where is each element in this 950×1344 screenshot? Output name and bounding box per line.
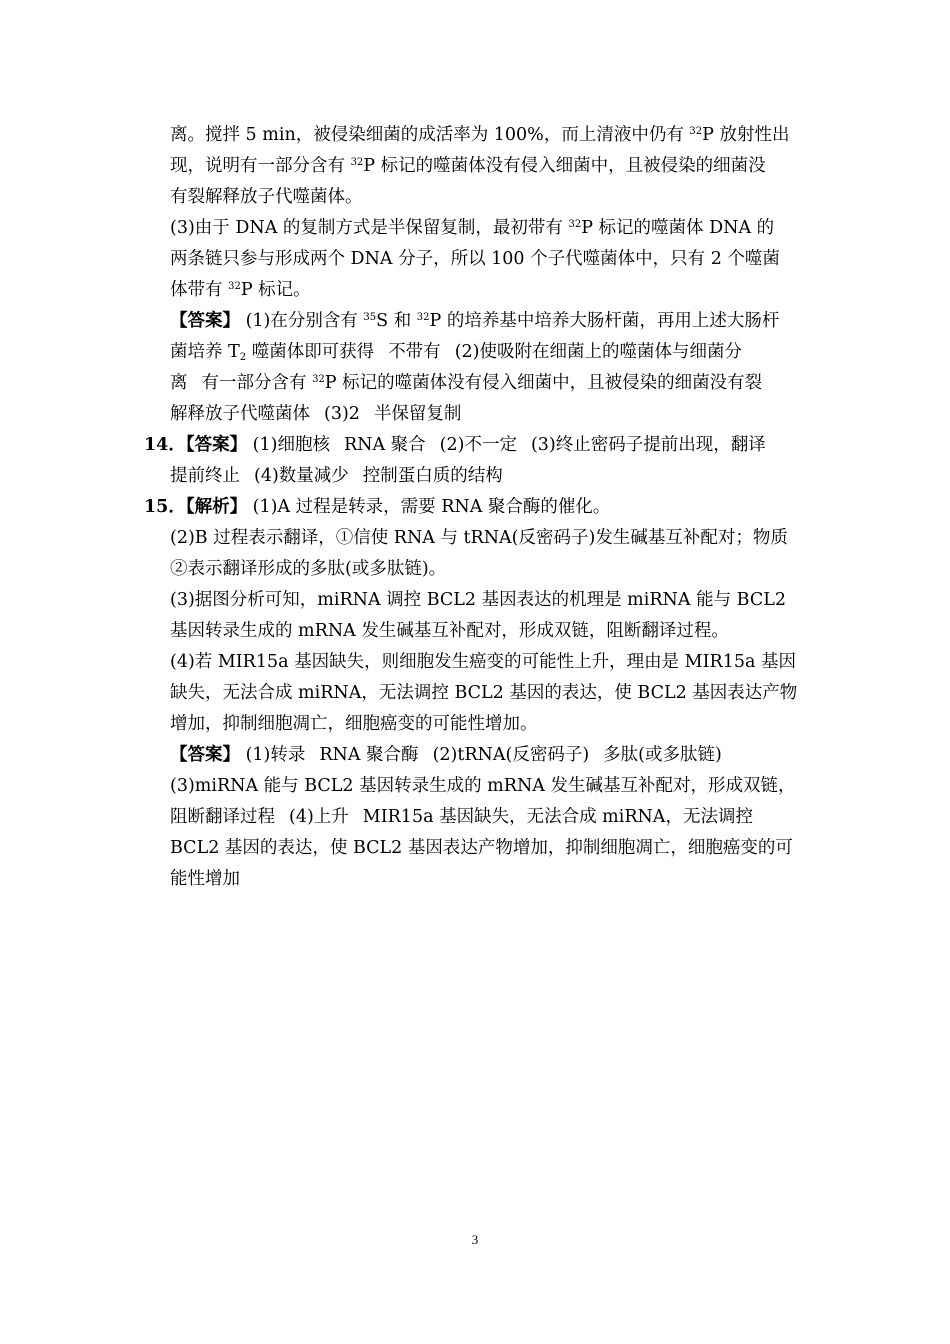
text-segment: 控制蛋白质的结构 — [362, 466, 503, 486]
text-segment: 离。搅拌 5 min，被侵染细菌的成活率为 100%，而上清液中仍有 — [170, 125, 690, 145]
page-number: 3 — [471, 1232, 479, 1247]
text-line — [170, 864, 810, 895]
text-line — [170, 399, 810, 430]
text-segment: 离 — [170, 373, 188, 393]
text-line — [170, 151, 810, 182]
text-segment: (3)据图分析可知，miRNA 调控 BCL2 基因表达的机理是 miRNA 能与 BCL2 — [170, 590, 786, 610]
text-line — [170, 337, 810, 368]
text-segment: (1)A 过程是转录，需要 RNA 聚合酶的催化。 — [247, 497, 611, 517]
text-segment: (3)终止密码子提前出现，翻译 — [530, 435, 766, 455]
text-line — [170, 678, 810, 709]
text-segment: P 的培养基中培养大肠杆菌，再用上述大肠杆 — [429, 311, 780, 331]
text-line — [170, 244, 810, 275]
answer-label: 【答案】 — [170, 311, 240, 331]
text-line — [170, 275, 810, 306]
text-line — [144, 492, 810, 523]
answer-label: 【答案】 — [185, 435, 248, 455]
text-segment: 增加，抑制细胞凋亡，细胞癌变的可能性增加。 — [170, 714, 538, 734]
superscript: 32 — [689, 126, 703, 137]
text-segment: 缺失，无法合成 miRNA，无法调控 BCL2 基因的表达，使 BCL2 基因表达产物 — [170, 683, 798, 703]
text-segment: 噬菌体即可获得 — [246, 342, 375, 362]
text-segment: (2)使吸附在细菌上的噬菌体与细菌分 — [454, 342, 742, 362]
text-line — [170, 182, 810, 213]
text-line — [170, 771, 810, 802]
text-segment: BCL2 基因的表达，使 BCL2 基因表达产物增加，抑制细胞凋亡，细胞癌变的可 — [170, 838, 793, 858]
text-segment: (1)转录 — [240, 745, 306, 765]
text-segment: (3)2 — [324, 404, 360, 424]
text-segment: MIR15a 基因缺失，无法合成 miRNA，无法调控 — [362, 807, 753, 827]
text-segment: 现，说明有一部分含有 — [170, 156, 351, 176]
text-segment: (2)B 过程表示翻译，①信使 RNA 与 tRNA(反密码子)发生碱基互补配对；物质 — [170, 528, 788, 548]
text-line — [170, 554, 810, 585]
text-segment: 基因转录生成的 mRNA 发生碱基互补配对，形成双链，阻断翻译过程。 — [170, 621, 729, 641]
text-segment: 不带有 — [388, 342, 441, 362]
text-segment: RNA 聚合 — [343, 435, 426, 455]
text-segment: 菌培养 T — [170, 342, 240, 362]
text-segment: (3)miRNA 能与 BCL2 基因转录生成的 mRNA 发生碱基互补配对，形成双链， — [170, 776, 796, 796]
text-segment: 阻断翻译过程 — [170, 807, 275, 827]
text-segment: (4)数量减少 — [254, 466, 349, 486]
question-number: 14． — [144, 435, 186, 455]
text-segment: 能性增加 — [170, 869, 240, 889]
text-segment: 半保留复制 — [373, 404, 462, 424]
superscript: 32 — [416, 312, 430, 323]
text-segment: P 标记的噬菌体没有侵入细菌中，且被侵染的细菌没 — [363, 156, 766, 176]
text-segment: (4)若 MIR15a 基因缺失，则细胞发生癌变的可能性上升，理由是 MIR15a 基因 — [170, 652, 796, 672]
text-segment: (1)细胞核 — [247, 435, 330, 455]
text-segment: P 标记的噬菌体没有侵入细菌中，且被侵染的细菌没有裂 — [324, 373, 763, 393]
text-segment: (3)由于 DNA 的复制方式是半保留复制，最初带有 — [170, 218, 569, 238]
text-segment: P 标记的噬菌体 DNA 的 — [581, 218, 775, 238]
text-line — [170, 740, 810, 771]
text-segment: (2)tRNA(反密码子) — [432, 745, 590, 765]
text-line — [170, 802, 810, 833]
text-line — [170, 709, 810, 740]
text-line — [170, 213, 810, 244]
text-segment: (1)在分别含有 — [240, 311, 364, 331]
text-segment: 有裂解释放子代噬菌体。 — [170, 187, 363, 207]
superscript: 35 — [363, 312, 377, 323]
page-content — [144, 120, 810, 895]
text-line — [170, 647, 810, 678]
text-segment: P 标记。 — [240, 280, 311, 300]
text-line — [170, 523, 810, 554]
text-segment: 体带有 — [170, 280, 229, 300]
text-segment: S 和 — [376, 311, 417, 331]
answer-label: 【答案】 — [170, 745, 240, 765]
text-segment: 多肽(或多肽链) — [603, 745, 722, 765]
text-segment: (2)不一定 — [439, 435, 517, 455]
text-segment: (4)上升 — [289, 807, 349, 827]
text-segment: 提前终止 — [170, 466, 240, 486]
superscript: 32 — [228, 281, 241, 292]
text-line — [170, 461, 810, 492]
superscript: 32 — [568, 219, 582, 230]
text-line — [170, 833, 810, 864]
text-line — [144, 430, 810, 461]
text-line — [170, 368, 810, 399]
superscript: 32 — [312, 374, 325, 385]
question-number: 15． — [144, 497, 186, 517]
text-segment: RNA 聚合酶 — [319, 745, 419, 765]
superscript: 32 — [350, 157, 364, 168]
text-segment: P 放射性出 — [702, 125, 790, 145]
text-line — [170, 306, 810, 337]
subscript: 2 — [239, 352, 247, 363]
text-segment: 解释放子代噬菌体 — [170, 404, 310, 424]
text-segment: 两条链只参与形成两个 DNA 分子，所以 100 个子代噬菌体中，只有 2 个噬菌 — [170, 249, 780, 269]
analysis-label: 【解析】 — [185, 497, 248, 517]
text-line — [170, 120, 810, 151]
text-segment: ②表示翻译形成的多肽(或多肽链)。 — [170, 559, 447, 579]
text-segment: 有一部分含有 — [201, 373, 313, 393]
text-line — [170, 585, 810, 616]
text-line — [170, 616, 810, 647]
